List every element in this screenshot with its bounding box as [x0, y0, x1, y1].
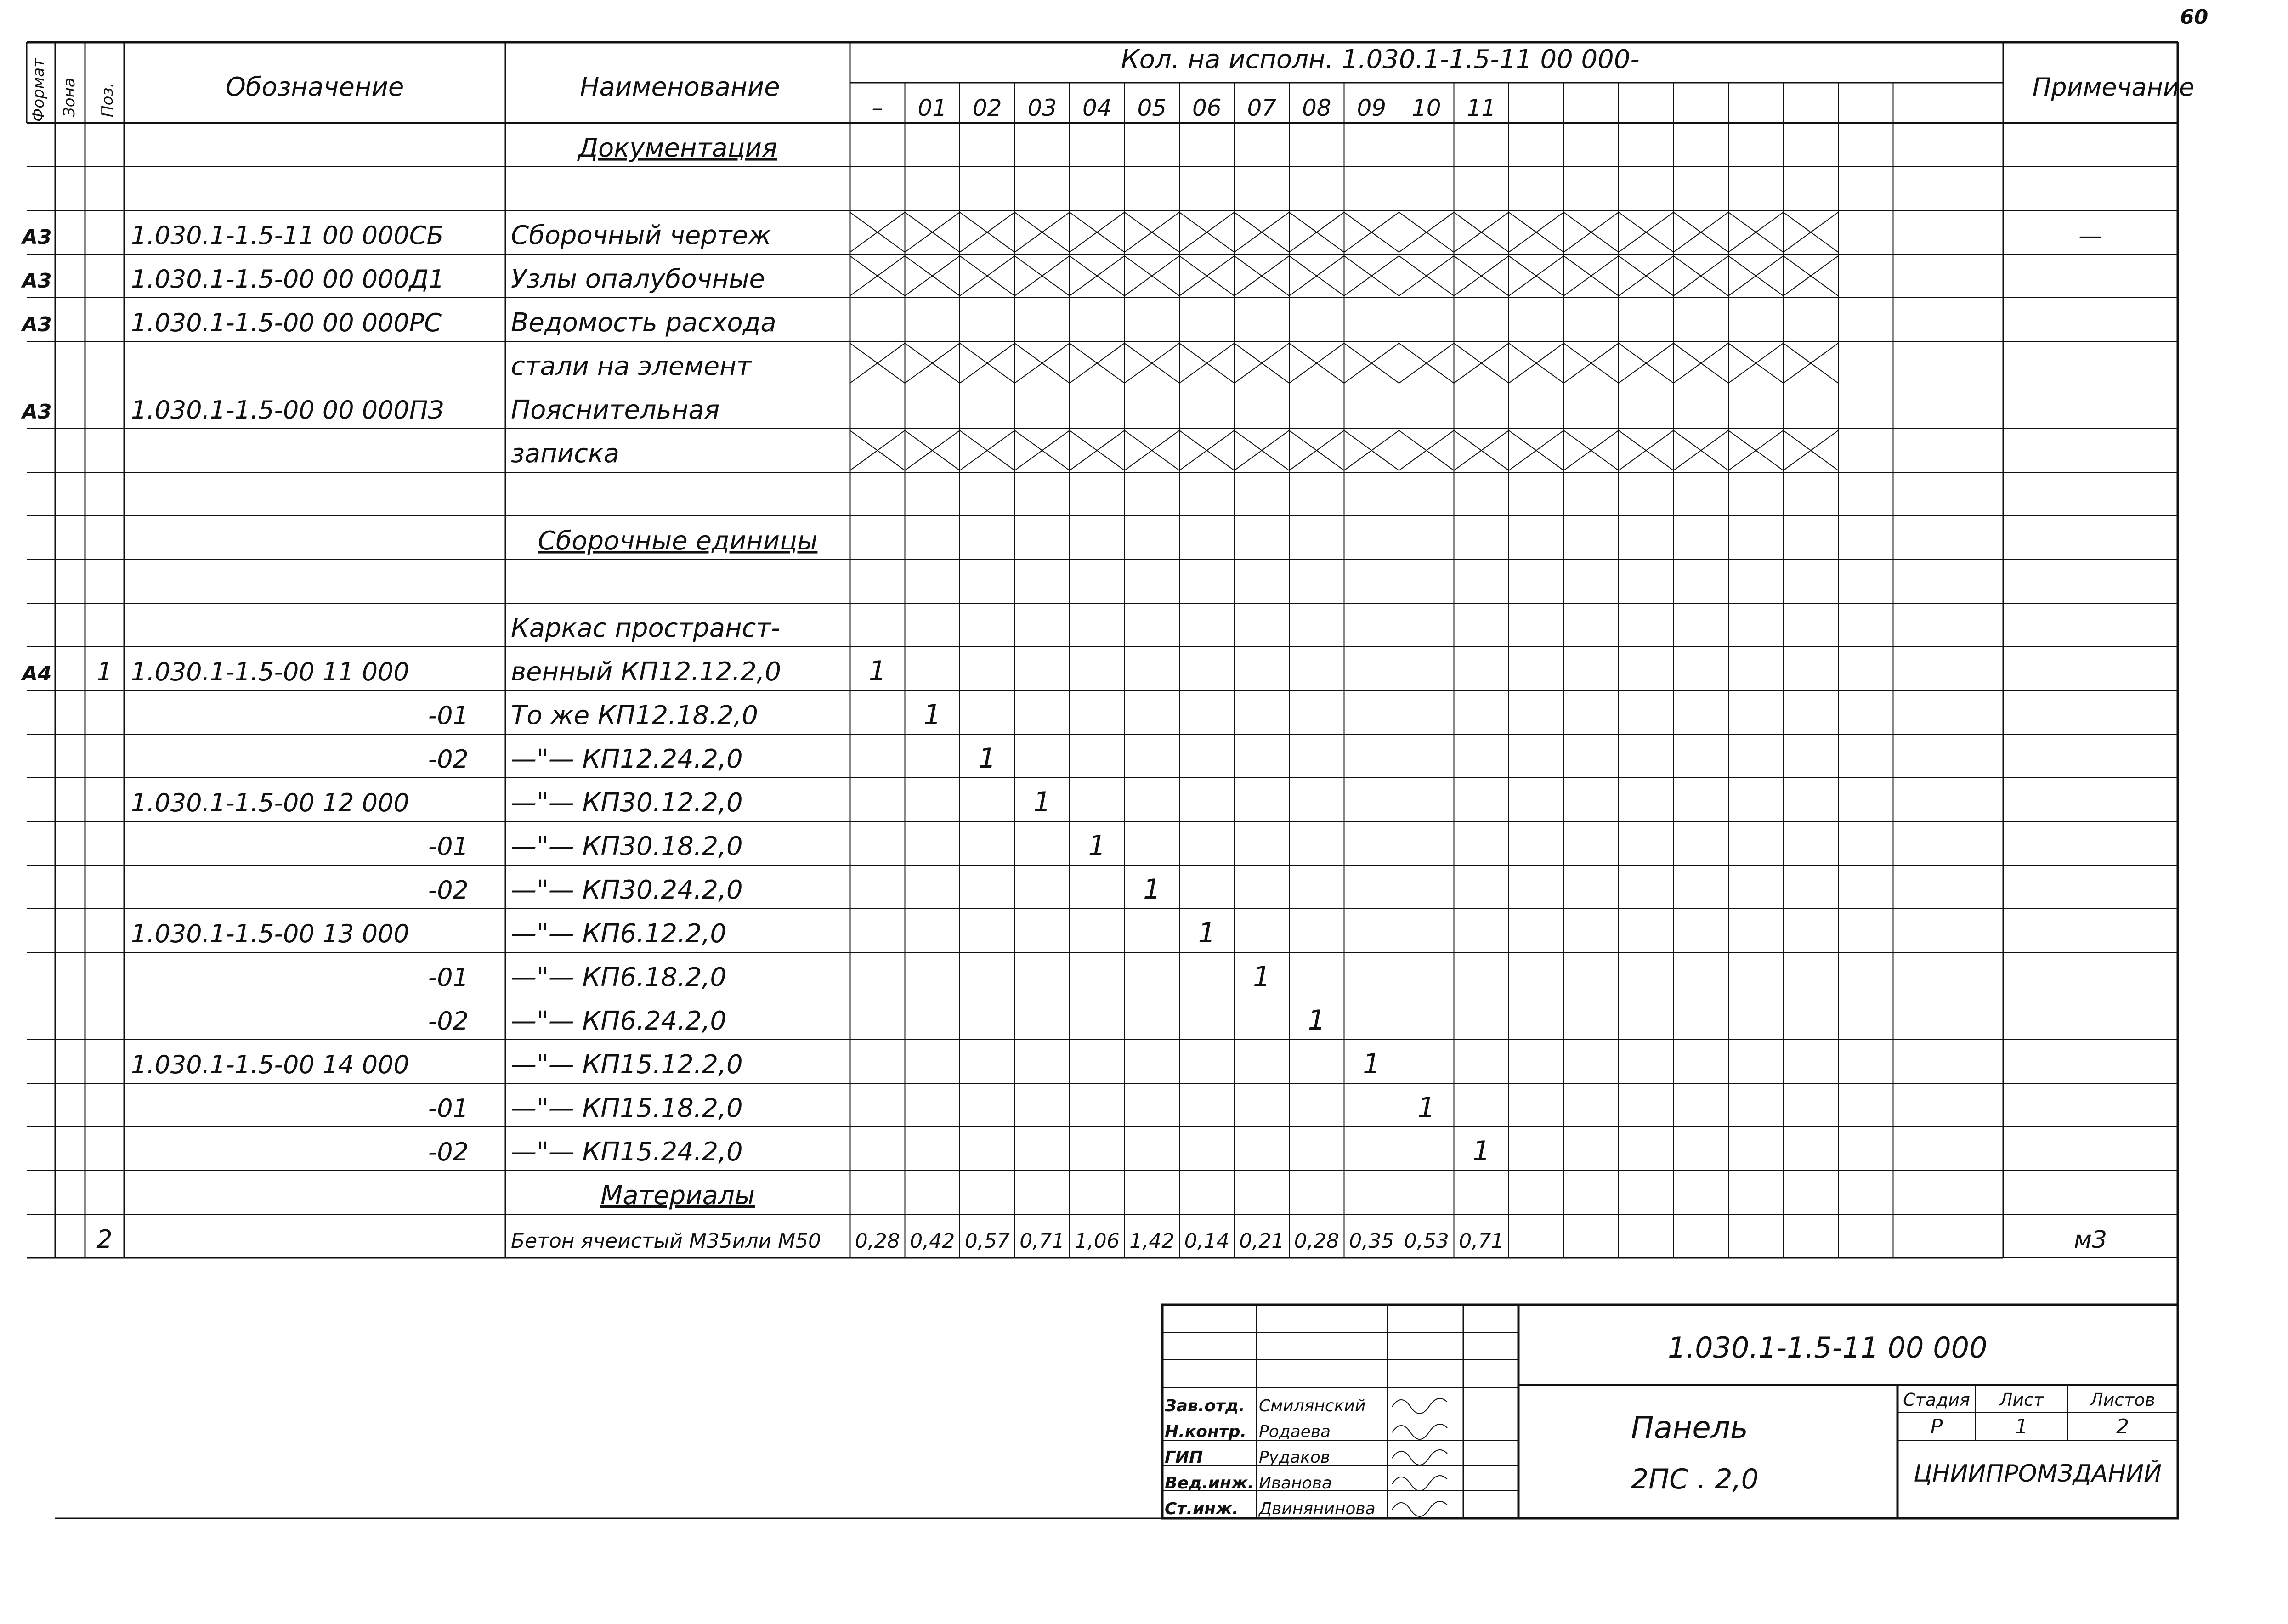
- row-designation: 1.030.1-1.5-11 00 000СБ: [131, 221, 444, 250]
- table-row: [21, 212, 2102, 252]
- qty-value: 0,71: [1459, 1229, 1504, 1253]
- row-name: стали на элемент: [511, 351, 752, 381]
- header-qty-title: Кол. на исполн. 1.030.1-1.5-11 00 000-: [1121, 45, 1640, 74]
- row-position: 2: [96, 1225, 113, 1254]
- qty-value: 0,53: [1404, 1229, 1449, 1253]
- variant-header: 01: [917, 95, 947, 121]
- qty-value: 0,42: [910, 1229, 955, 1253]
- row-name: Узлы опалубочные: [511, 264, 765, 294]
- signature-role: ГИП: [1165, 1448, 1203, 1467]
- table-row: [428, 873, 1161, 905]
- qty-value: 0,71: [1019, 1229, 1065, 1253]
- row-designation: 1.030.1-1.5-00 00 000ПЗ: [131, 396, 444, 424]
- table-row: [21, 256, 1838, 296]
- row-designation: -02: [428, 1137, 469, 1166]
- variant-headers: [872, 95, 1496, 121]
- row-name: —"— КП30.12.2,0: [511, 788, 743, 818]
- row-name: записка: [511, 439, 620, 469]
- document-code: 1.030.1-1.5-11 00 000: [1668, 1331, 1988, 1364]
- header-pos: Поз.: [98, 82, 117, 117]
- table-row: [21, 395, 719, 425]
- row-designation: -02: [428, 876, 469, 905]
- row-designation: 1.030.1-1.5-00 13 000: [131, 919, 409, 948]
- qty-value: 1: [868, 655, 886, 687]
- spec-table-grid: [27, 42, 2178, 1518]
- variant-header: 07: [1247, 95, 1277, 121]
- signature-name: Смилянский: [1259, 1397, 1366, 1415]
- variant-header: 06: [1192, 95, 1222, 121]
- qty-value: 0,28: [855, 1229, 900, 1253]
- table-row: [428, 830, 1106, 862]
- qty-value: 0,28: [1294, 1229, 1339, 1253]
- qty-value: 1: [1088, 830, 1106, 862]
- signature-role: Ст.инж.: [1165, 1500, 1239, 1518]
- row-name: —"— КП15.24.2,0: [511, 1137, 743, 1167]
- table-row: [511, 343, 1838, 383]
- qty-value: 1: [1417, 1092, 1435, 1124]
- variant-header: 05: [1137, 95, 1167, 121]
- row-name: Бетон ячеистый М35или М50: [511, 1229, 821, 1253]
- qty-value: 1: [1253, 961, 1271, 993]
- variant-header: 03: [1027, 95, 1057, 121]
- header-zone: Зона: [60, 78, 79, 117]
- qty-value: 1: [978, 742, 996, 775]
- table-row: [131, 1048, 1380, 1080]
- row-designation: 1.030.1-1.5-00 00 000РС: [131, 308, 442, 337]
- row-name: —"— КП30.24.2,0: [511, 875, 743, 905]
- table-row: [428, 1092, 1435, 1124]
- variant-header: 04: [1082, 95, 1112, 121]
- qty-value: 1: [1308, 1004, 1325, 1036]
- row-format: А3: [22, 269, 52, 293]
- row-designation: 1.030.1-1.5-00 11 000: [131, 657, 409, 686]
- table-row: [428, 1135, 1490, 1167]
- table-row: [21, 655, 886, 687]
- sheets-value: 2: [2116, 1415, 2129, 1438]
- signature-name: Двинянинова: [1259, 1500, 1376, 1518]
- table-row: [428, 742, 996, 775]
- row-designation: 1.030.1-1.5-00 00 000Д1: [131, 265, 445, 294]
- title-block: [1162, 1305, 2178, 1518]
- handwritten-signature: [1392, 1501, 1447, 1516]
- organization: ЦНИИПРОМЗДАНИЙ: [1914, 1460, 2162, 1488]
- row-note: м3: [2073, 1226, 2107, 1254]
- row-designation: -02: [428, 745, 469, 774]
- qty-value: 0,57: [964, 1229, 1010, 1253]
- row-position: 1: [96, 657, 113, 686]
- signature-name: Рудаков: [1259, 1448, 1330, 1467]
- qty-value: 1,06: [1074, 1229, 1120, 1253]
- stage-value: Р: [1930, 1415, 1943, 1438]
- variant-header: 09: [1357, 95, 1387, 121]
- variant-header: 11: [1467, 95, 1496, 121]
- table-row: [600, 1181, 755, 1211]
- signature-role: Вед.инж.: [1165, 1474, 1254, 1493]
- table-row: [511, 430, 1838, 470]
- row-name: венный КП12.12.2,0: [511, 657, 782, 687]
- title-line-2: 2ПС . 2,0: [1631, 1463, 1759, 1495]
- sheet-label: Лист: [1999, 1390, 2044, 1410]
- qty-value: 1: [1033, 786, 1051, 818]
- header-name: Наименование: [580, 72, 780, 102]
- qty-value: 1: [1363, 1048, 1381, 1080]
- row-name: —"— КП6.18.2,0: [511, 962, 726, 992]
- handwritten-signature: [1392, 1476, 1447, 1491]
- qty-value: 0,21: [1239, 1229, 1285, 1253]
- qty-value: 0,14: [1184, 1229, 1229, 1253]
- variant-header: –: [872, 95, 883, 121]
- signature-name: Родаева: [1259, 1422, 1331, 1441]
- row-name: —"— КП6.24.2,0: [511, 1006, 726, 1036]
- table-row: [511, 613, 780, 643]
- row-name: То же КП12.18.2,0: [511, 701, 759, 730]
- table-row: [428, 1004, 1325, 1036]
- table-row: [577, 133, 777, 163]
- row-designation: -01: [428, 963, 469, 992]
- row-name: —"— КП30.18.2,0: [511, 832, 743, 861]
- row-name: Пояснительная: [511, 395, 720, 425]
- row-format: А4: [22, 662, 52, 685]
- row-format: А3: [22, 400, 52, 424]
- title-line-1: Панель: [1631, 1410, 1748, 1445]
- header-format: Формат: [29, 58, 48, 122]
- variant-header: 08: [1302, 95, 1331, 121]
- row-name: Каркас пространст-: [511, 613, 781, 643]
- handwritten-signature: [1392, 1424, 1447, 1439]
- qty-value: 0,35: [1349, 1229, 1394, 1253]
- row-name: Ведомость расхода: [511, 308, 776, 338]
- row-name: Сборочный чертеж: [511, 221, 771, 250]
- header-designation: Обозначение: [225, 72, 404, 102]
- row-format: А3: [22, 226, 52, 249]
- row-designation: 1.030.1-1.5-00 14 000: [131, 1050, 409, 1079]
- page-number: 60: [2180, 6, 2209, 29]
- signature-name: Иванова: [1259, 1474, 1332, 1493]
- row-name: Материалы: [600, 1181, 755, 1211]
- qty-value: 1: [923, 699, 941, 731]
- stage-label: Стадия: [1903, 1390, 1970, 1410]
- table-row: [131, 786, 1051, 818]
- qty-value: 1: [1198, 917, 1216, 949]
- row-name: —"— КП12.24.2,0: [511, 744, 743, 774]
- qty-value: 1,42: [1129, 1229, 1175, 1253]
- row-designation: -02: [428, 1007, 469, 1036]
- row-designation: 1.030.1-1.5-00 12 000: [131, 788, 409, 817]
- row-note: —: [2078, 222, 2102, 250]
- row-designation: -01: [428, 832, 469, 861]
- row-designation: -01: [428, 701, 469, 730]
- row-designation: -01: [428, 1094, 469, 1123]
- qty-value: 1: [1472, 1135, 1490, 1167]
- table-row: [538, 526, 818, 556]
- handwritten-signature: [1392, 1450, 1447, 1465]
- table-row: [21, 308, 776, 338]
- spec-rows: [21, 133, 2107, 1254]
- variant-header: 02: [972, 95, 1002, 121]
- signature-role: Н.контр.: [1165, 1422, 1247, 1441]
- row-name: Документация: [578, 133, 777, 163]
- row-format: А3: [22, 313, 52, 336]
- variant-header: 10: [1411, 95, 1441, 121]
- row-name: —"— КП6.12.2,0: [511, 919, 726, 949]
- table-row: [131, 917, 1216, 949]
- sheets-label: Листов: [2090, 1390, 2155, 1410]
- row-name: —"— КП15.18.2,0: [511, 1093, 743, 1123]
- sheet-value: 1: [2015, 1415, 2028, 1438]
- handwritten-signature: [1392, 1398, 1447, 1414]
- row-name: Сборочные единицы: [538, 526, 818, 556]
- signature-role: Зав.отд.: [1165, 1397, 1245, 1415]
- row-name: —"— КП15.12.2,0: [511, 1050, 743, 1080]
- qty-value: 1: [1143, 873, 1161, 905]
- header-note: Примечание: [2032, 73, 2195, 102]
- table-row: [96, 1225, 2107, 1254]
